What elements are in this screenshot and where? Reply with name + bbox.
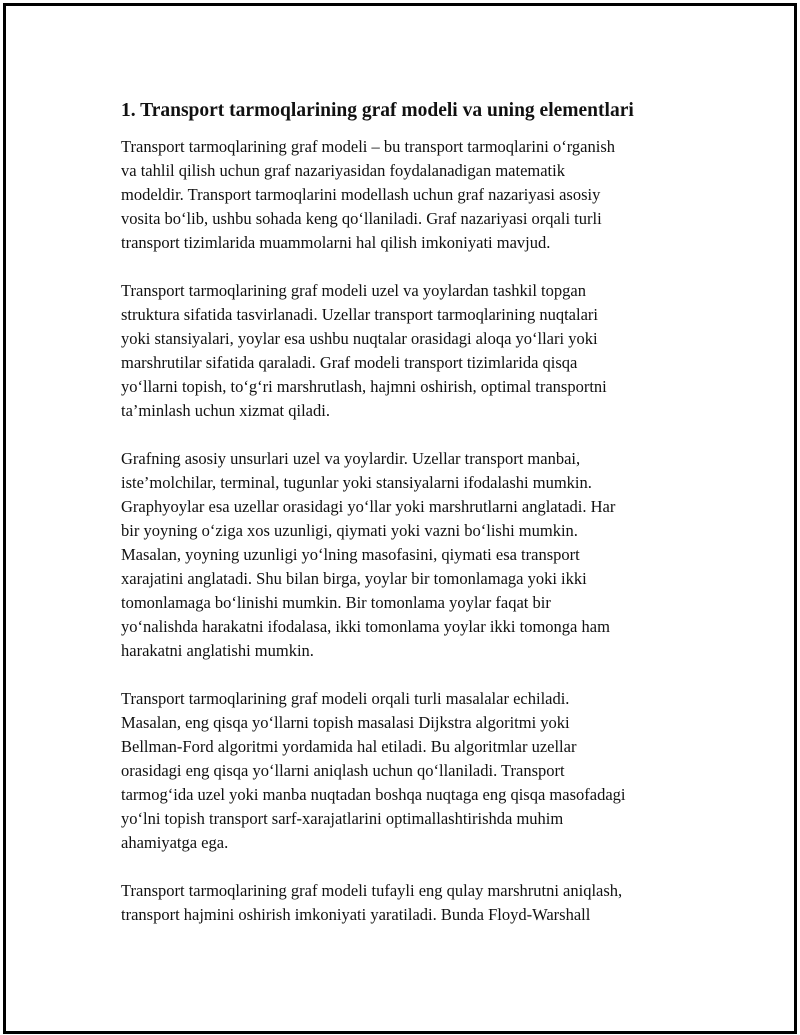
text-line: Masalan, yoyning uzunligi yo‘lning masofasini, qiymati esa transport xyxy=(121,545,580,564)
text-line: ta’minlash uchun xizmat qiladi. xyxy=(121,401,330,420)
page-frame xyxy=(3,3,797,1034)
paragraph-1 xyxy=(121,135,701,255)
text-line: Transport tarmoqlarining graf modeli – bu transport tarmoqlarini o‘rganish xyxy=(121,137,615,156)
text-line: modeldir. Transport tarmoqlarini modellash uchun graf nazariyasi asosiy xyxy=(121,185,601,204)
text-line: bir yoyning o‘ziga xos uzunligi, qiymati yoki vazni bo‘lishi mumkin. xyxy=(121,521,578,540)
text-line: xarajatini anglatadi. Shu bilan birga, yoylar bir tomonlamaga yoki ikki xyxy=(121,569,587,588)
text-line: Transport tarmoqlarining graf modeli orqali turli masalalar echiladi. xyxy=(121,689,570,708)
text-line: harakatni anglatishi mumkin. xyxy=(121,641,314,660)
text-line: Transport tarmoqlarining graf modeli tufayli eng qulay marshrutni aniqlash, xyxy=(121,881,623,900)
text-line: yoki stansiyalari, yoylar esa ushbu nuqtalar orasidagi aloqa yo‘llari yoki xyxy=(121,329,598,348)
text-line: Bellman-Ford algoritmi yordamida hal etiladi. Bu algoritmlar uzellar xyxy=(121,737,577,756)
paragraph-2 xyxy=(121,279,701,423)
text-line: ahamiyatga ega. xyxy=(121,833,229,852)
document-body xyxy=(121,99,701,951)
text-line: Grafning asosiy unsurlari uzel va yoylardir. Uzellar transport manbai, xyxy=(121,449,581,468)
section-heading: 1. Transport tarmoqlarining graf modeli va uning elementlari xyxy=(121,100,634,121)
paragraph-5 xyxy=(121,879,701,927)
text-line: vosita bo‘lib, ushbu sohada keng qo‘llaniladi. Graf nazariyasi orqali turli xyxy=(121,209,602,228)
text-line: transport tizimlarida muammolarni hal qilish imkoniyati mavjud. xyxy=(121,233,551,252)
text-line: marshrutilar sifatida qaraladi. Graf modeli transport tizimlarida qisqa xyxy=(121,353,578,372)
text-line: tarmog‘ida uzel yoki manba nuqtadan boshqa nuqtaga eng qisqa masofadagi xyxy=(121,785,626,804)
text-line: yo‘lni topish transport sarf-xarajatlarini optimallashtirishda muhim xyxy=(121,809,564,828)
text-line: transport hajmini oshirish imkoniyati yaratiladi. Bunda Floyd-Warshall xyxy=(121,905,591,924)
text-line: iste’molchilar, terminal, tugunlar yoki stansiyalarni ifodalashi mumkin. xyxy=(121,473,592,492)
text-line: tomonlamaga bo‘linishi mumkin. Bir tomonlama yoylar faqat bir xyxy=(121,593,551,612)
text-line: struktura sifatida tasvirlanadi. Uzellar transport tarmoqlarining nuqtalari xyxy=(121,305,598,324)
text-line: Transport tarmoqlarining graf modeli uzel va yoylardan tashkil topgan xyxy=(121,281,586,300)
text-line: yo‘nalishda harakatni ifodalasa, ikki tomonlama yoylar ikki tomonga ham xyxy=(121,617,610,636)
text-line: orasidagi eng qisqa yo‘llarni aniqlash uchun qo‘llaniladi. Transport xyxy=(121,761,565,780)
paragraph-3 xyxy=(121,447,701,663)
text-line: yo‘llarni topish, to‘g‘ri marshrutlash, hajmni oshirish, optimal transportni xyxy=(121,377,607,396)
text-line: Graphyoylar esa uzellar orasidagi yo‘llar yoki marshrutlarni anglatadi. Har xyxy=(121,497,616,516)
text-line: Masalan, eng qisqa yo‘llarni topish masalasi Dijkstra algoritmi yoki xyxy=(121,713,570,732)
paragraph-4 xyxy=(121,687,701,855)
text-line: va tahlil qilish uchun graf nazariyasidan foydalanadigan matematik xyxy=(121,161,565,180)
